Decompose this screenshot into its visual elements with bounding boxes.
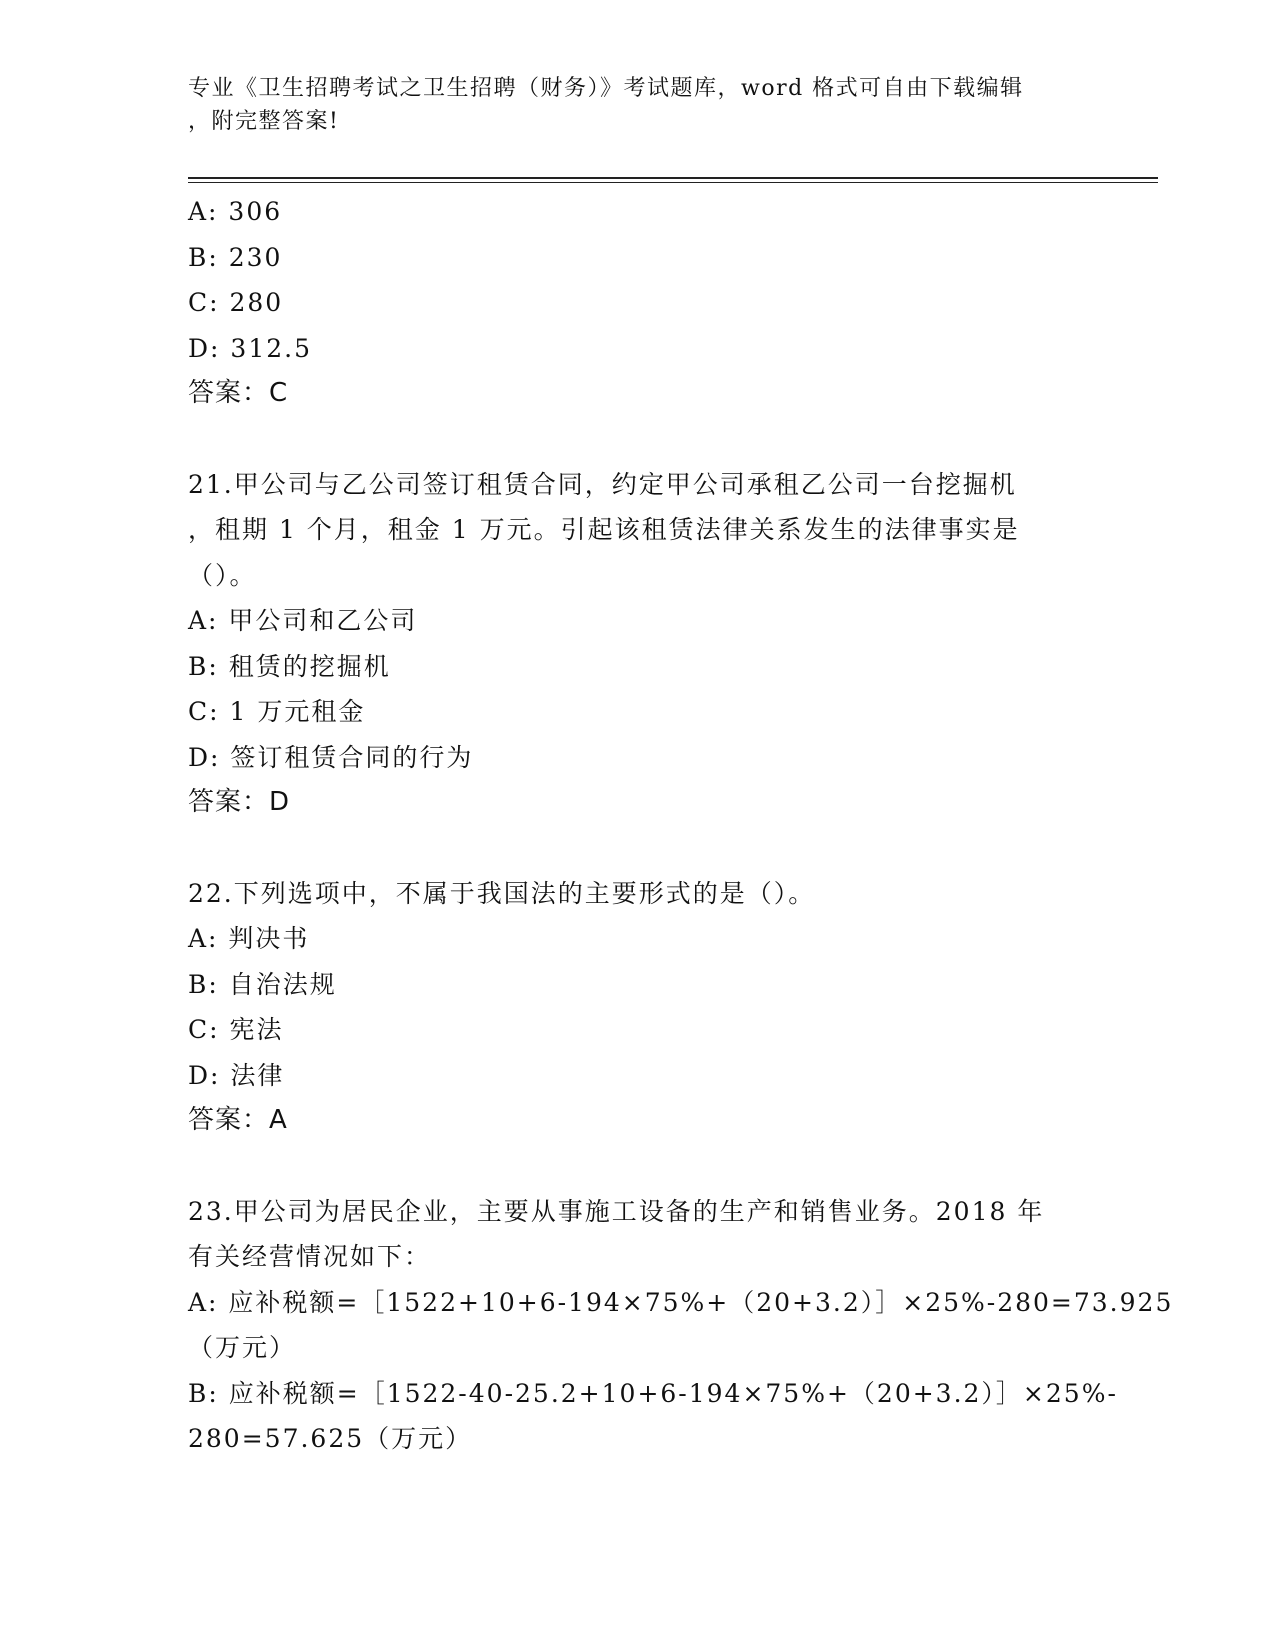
answer-line: 答案：A (188, 1105, 288, 1135)
question-stem: 21.甲公司与乙公司签订租赁合同，约定甲公司承租乙公司一台挖掘机 (188, 469, 1017, 499)
question-content (188, 189, 1174, 1462)
document-header (188, 72, 1068, 138)
question-stem: 22.下列选项中，不属于我国法的主要形式的是（）。 (188, 878, 816, 908)
option-d: D: 312.5 (188, 333, 312, 363)
option-a: A: 甲公司和乙公司 (188, 606, 418, 635)
answer-line: 答案：D (188, 787, 291, 817)
option-a-continued: （万元） (188, 1333, 297, 1362)
spacer (188, 826, 1088, 871)
question-20-options (188, 189, 1088, 417)
header-rule-thin (188, 182, 1158, 183)
question-stem: （）。 (188, 560, 257, 590)
question-22 (188, 871, 1088, 1144)
option-b: B: 自治法规 (188, 969, 337, 999)
option-a: A: 306 (188, 197, 283, 226)
spacer (188, 1144, 1088, 1189)
spacer (188, 417, 1088, 462)
option-c: C: 宪法 (188, 1015, 284, 1044)
question-stem: 23.甲公司为居民企业，主要从事施工设备的生产和销售业务。2018 年 (188, 1196, 1045, 1226)
header-line-2: ，附完整答案! (188, 109, 340, 134)
question-stem: ，租期 1 个月，租金 1 万元。引起该租赁法律关系发生的法律事实是 (188, 515, 1020, 544)
option-d: D: 法律 (188, 1060, 285, 1090)
option-a: A: 应补税额=［1522+10+6-194×75%+（20+3.2）］×25%-280=73.925 (188, 1287, 1174, 1317)
option-c: C: 1 万元租金 (188, 697, 366, 726)
option-a: A: 判决书 (188, 924, 310, 953)
option-b: B: 230 (188, 242, 283, 272)
option-b: B: 租赁的挖掘机 (188, 651, 391, 681)
question-21 (188, 462, 1088, 826)
option-b-continued: 280=57.625（万元） (188, 1424, 473, 1453)
answer-line: 答案：C (188, 378, 289, 408)
option-b: B: 应补税额=［1522-40-25.2+10+6-194×75%+（20+3.2）］×25%- (188, 1378, 1118, 1408)
option-c: C: 280 (188, 288, 284, 317)
question-stem: 有关经营情况如下： (188, 1242, 432, 1271)
header-line-1: 专业《卫生招聘考试之卫生招聘（财务）》考试题库，word 格式可自由下载编辑 (188, 76, 1024, 101)
option-d: D: 签订租赁合同的行为 (188, 742, 474, 772)
header-rule-thick (188, 177, 1158, 179)
question-23 (188, 1189, 1174, 1462)
